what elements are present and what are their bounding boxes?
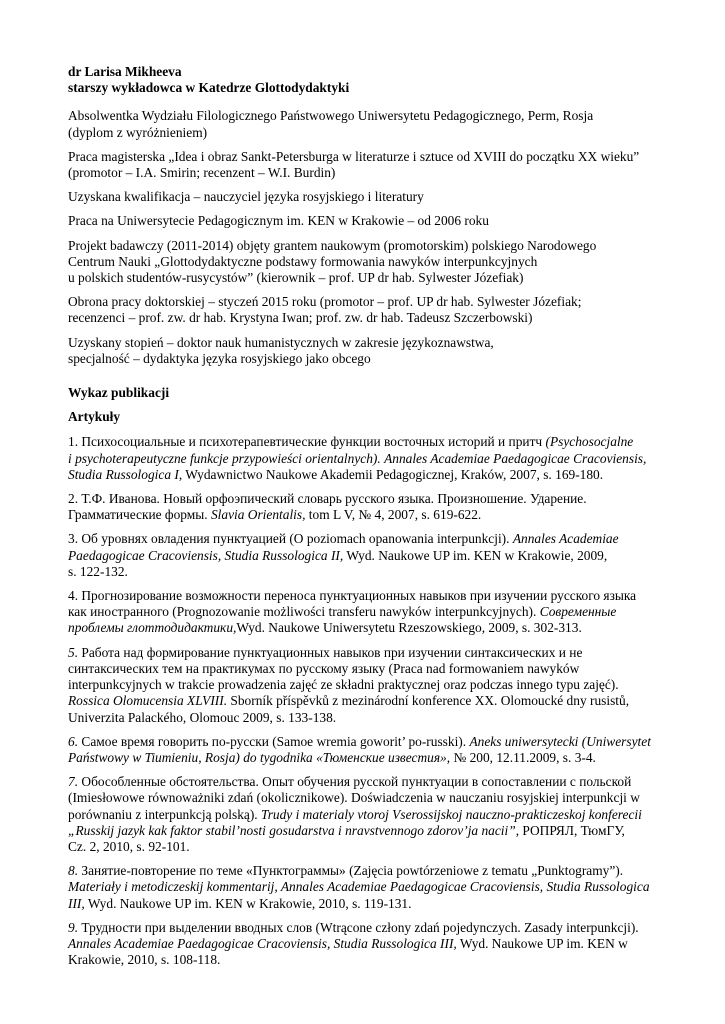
article-text: Univerzita Palackého, Olomouc 2009, s. 133-138. bbox=[68, 709, 337, 725]
bio-paragraph bbox=[68, 149, 685, 181]
bio-line: Projekt badawczy (2011-2014) objęty grantem naukowym (promotorskim) polskiego Narodowego bbox=[68, 237, 597, 253]
article-entry bbox=[68, 531, 685, 580]
article-text: s. 122-132. bbox=[68, 563, 128, 579]
article-text: Sborník příspěvků z mezinárodní konference XX. Olomoucké dny rusistů, bbox=[227, 693, 630, 709]
article-text: Wyd. Naukowe UP im. KEN w Krakowie, 2010, s. 119-131. bbox=[84, 895, 412, 911]
bio-line: Praca na Uniwersytecie Pedagogicznym im. KEN w Krakowie – od 2006 roku bbox=[68, 213, 489, 229]
article-text: Wyd. Naukowe UP im. KEN w bbox=[456, 935, 628, 951]
bio-line: Centrum Nauki „Glottodydaktyczne podstawy formowania nawyków interpunkcyjnych bbox=[68, 253, 538, 269]
article-text: № 200, 12.11.2009, s. 3-4. bbox=[450, 749, 596, 765]
bio-line: Obrona pracy doktorskiej – styczeń 2015 roku (promotor – prof. UP dr hab. Sylwester Józefiak; bbox=[68, 294, 582, 310]
article-text: Krakowie, 2010, s. 108-118. bbox=[68, 952, 221, 968]
article-entry bbox=[68, 588, 685, 637]
article-text: Самое время говорить по-русски (Samoe wremia goworit’ po-russki). bbox=[78, 733, 470, 749]
article-text: porównaniu z interpunkcją polską). bbox=[68, 806, 261, 822]
article-entry bbox=[68, 920, 685, 969]
article-text: 4. Прогнозирование возможности переноса пунктуационных навыков при изучении русского языка bbox=[68, 588, 637, 604]
article-entry bbox=[68, 491, 685, 523]
article-italic-text: Paedagogicae Cracoviensis, Studia Russologica II, bbox=[68, 547, 344, 563]
bio-line: (promotor – I.A. Smirin; recenzent – W.I. Burdin) bbox=[68, 165, 336, 181]
author-name: dr Larisa Mikheeva bbox=[68, 64, 182, 79]
article-text: Грамматические формы. bbox=[68, 507, 211, 523]
article-italic-text: 7. bbox=[68, 774, 79, 790]
article-entry bbox=[68, 645, 685, 726]
article-text: как иностранного (Prognozowanie możliwości transferu nawyków interpunkcyjnych). bbox=[68, 604, 540, 620]
bio-line: u polskich studentów-rusycystów” (kierownik – prof. UP dr hab. Sylwester Józefiak) bbox=[68, 270, 524, 286]
article-text: Трудности при выделении вводных слов (Wtrącone człony zdań pojedynczych. Zasady interpunkcji). bbox=[78, 919, 639, 935]
article-text: Wyd. Naukowe UP im. KEN w Krakowie, 2009, bbox=[343, 547, 608, 563]
article-text: , РОПРЯЛ, ТюмГУ, bbox=[515, 822, 625, 838]
article-text: tom L V, № 4, 2007, s. 619-622. bbox=[305, 507, 482, 523]
article-text: 3. Об уровнях овладения пунктуацией (O poziomach opanowania interpunkcji). bbox=[68, 531, 513, 547]
bio-paragraph bbox=[68, 294, 685, 326]
article-text: Обособленные обстоятельства. Опыт обучения русской пунктуации в сопоставлении с польской bbox=[78, 774, 632, 790]
article-italic-text: Aneks uniwersytecki (Uniwersytet bbox=[469, 733, 651, 749]
article-italic-text: Annales Academiae Paedagogicae Cracoviensis, Studia Russologica III, bbox=[68, 935, 457, 951]
articles-list bbox=[68, 434, 685, 968]
article-italic-text: 6. bbox=[68, 733, 79, 749]
article-italic-text: Rossica Olomucensia XLVIII. bbox=[68, 693, 228, 709]
article-text: Wyd. Naukowe Uniwersytetu Rzeszowskiego, 2009, s. 302-313. bbox=[236, 620, 582, 636]
article-entry bbox=[68, 434, 685, 483]
article-text: Занятие-повторение по теме «Пунктограммы» (Zajęcia powtórzeniowe z tematu „Punktogramy”). bbox=[78, 863, 624, 879]
article-entry bbox=[68, 734, 685, 766]
bio-paragraph bbox=[68, 108, 685, 140]
article-text: , Wydawnictwo Naukowe Akademii Pedagogicznej, Kraków, 2007, s. 169-180. bbox=[178, 466, 604, 482]
bio-line: Praca magisterska „Idea i obraz Sankt-Petersburga w literaturze i sztuce od XVIII do początku XX wieku” bbox=[68, 148, 640, 164]
article-entry bbox=[68, 774, 685, 855]
article-text: Cz. 2, 2010, s. 92-101. bbox=[68, 838, 190, 854]
article-italic-text: проблемы глоттодидактики, bbox=[68, 620, 237, 636]
article-italic-text: Studia Russologica I bbox=[68, 466, 179, 482]
bio-line: (dyplom z wyróżnieniem) bbox=[68, 124, 208, 140]
article-italic-text: Trudy i materialy vtoroj Vserossijskoj nauczno-prakticzeskoj konferecii bbox=[261, 806, 642, 822]
bio-paragraph bbox=[68, 335, 685, 367]
article-italic-text: i psychoterapeutyczne funkcje przypowieści orientalnych). Annales Academiae Paedagogicae Cracoviensis, bbox=[68, 450, 647, 466]
article-italic-text: 9. bbox=[68, 919, 79, 935]
article-italic-text: Państwowy w Tiumieniu, Rosja) do tygodnika «Тюменские известия», bbox=[68, 749, 451, 765]
article-italic-text: 5. bbox=[68, 644, 79, 660]
article-text: 2. Т.Ф. Иванова. Новый орфоэпический словарь русского языка. Произношение. Ударение. bbox=[68, 491, 587, 507]
article-text: (Imiesłowowe równoważniki zdań (okolicznikowe). Doświadczenia w nauczaniu rosyjskiej interpunkcji w bbox=[68, 790, 640, 806]
article-text: синтаксических тем на практикумах по русскому языку (Praca nad formowaniem nawyków bbox=[68, 660, 580, 676]
bio-line: Uzyskany stopień – doktor nauk humanistycznych w zakresie językoznawstwa, bbox=[68, 334, 494, 350]
article-text: Работа над формирование пунктуационных навыков при изучении синтаксических и не bbox=[78, 644, 583, 660]
bio-line: specjalność – dydaktyka języka rosyjskiego jako obcego bbox=[68, 350, 371, 366]
article-text: 1. Психосоциальные и психотерапевтические функции восточных историй и притч bbox=[68, 434, 546, 450]
article-italic-text: Materiały i metodiczeskij kommentarij, Annales Academiae Paedagogicae Cracoviensis, Studia Russologica bbox=[68, 879, 650, 895]
article-italic-text: „Russkij jazyk kak faktor stabil’nosti gosudarstva i nravstvennogo zdorov’ja nacii” bbox=[68, 822, 516, 838]
article-italic-text: 8. bbox=[68, 863, 79, 879]
header bbox=[68, 64, 685, 96]
bio-line: recenzenci – prof. zw. dr hab. Krystyna Iwan; prof. zw. dr hab. Tadeusz Szczerbowski) bbox=[68, 310, 533, 326]
bio-paragraph bbox=[68, 213, 685, 229]
article-entry bbox=[68, 863, 685, 912]
bio-paragraph bbox=[68, 189, 685, 205]
biography-section bbox=[68, 108, 685, 367]
article-italic-text: Современные bbox=[539, 604, 617, 620]
author-position: starszy wykładowca w Katedrze Glottodydaktyki bbox=[68, 80, 350, 96]
bio-line: Absolwentka Wydziału Filologicznego Państwowego Uniwersytetu Pedagogicznego, Perm, Rosja bbox=[68, 108, 594, 124]
article-italic-text: (Psychosocjalne bbox=[545, 434, 634, 450]
publications-heading: Wykaz publikacji bbox=[68, 385, 170, 401]
article-text: interpunkcyjnych w trakcie prowadzenia zajęć ze składni praktycznej oraz podczas innego typu zajęć). bbox=[68, 677, 619, 693]
article-italic-text: III, bbox=[68, 895, 85, 911]
article-italic-text: Slavia Orientalis, bbox=[210, 507, 306, 523]
bio-paragraph bbox=[68, 238, 685, 287]
bio-line: Uzyskana kwalifikacja – nauczyciel języka rosyjskiego i literatury bbox=[68, 189, 424, 205]
articles-heading: Artykuły bbox=[68, 409, 121, 425]
article-italic-text: Annales Academiae bbox=[512, 531, 619, 547]
